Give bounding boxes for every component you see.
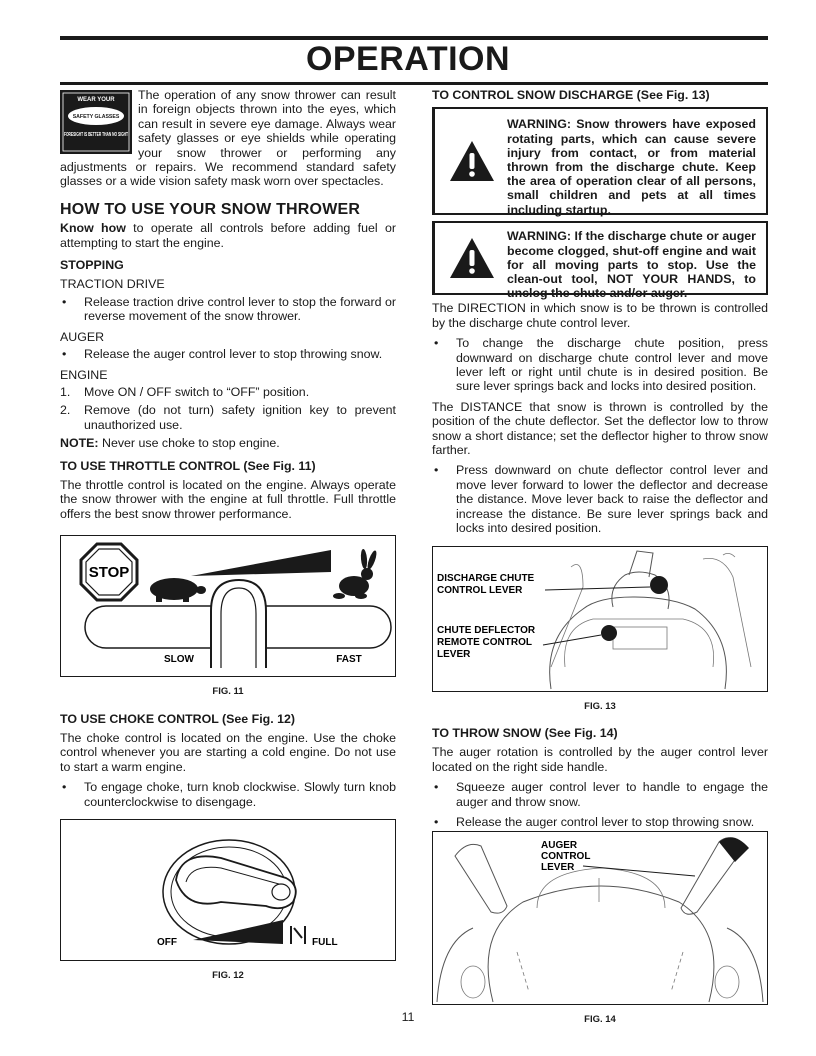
choke-bullet: • To engage choke, turn knob clockwise. Slowly turn knob counterclockwise to disengage. (60, 780, 396, 809)
know-how-text: to operate all controls before adding fuel or attempting to start the engine. (60, 221, 396, 250)
figure-14-caption: FIG. 14 (584, 1014, 616, 1026)
stopping-heading: STOPPING (60, 258, 124, 273)
choke-illustration (61, 820, 395, 960)
step-text: Remove (do not turn) safety ignition key to prevent unauthorized use. (84, 403, 396, 432)
distance-paragraph: The DISTANCE that snow is thrown is controlled by the position of the chute deflector. Set the deflector low to throw snow a short distance; set the deflector higher to throw snow farther. (432, 399, 768, 458)
right-column (432, 88, 768, 1040)
warning-box-1 (432, 107, 768, 215)
warning-triangle-icon (449, 140, 495, 182)
traction-bullet: • Release traction drive control lever to stop the forward or reverse movement of the snow thrower. (60, 295, 396, 324)
figure-12 (60, 819, 396, 961)
discharge-heading: TO CONTROL SNOW DISCHARGE (See Fig. 13) (432, 88, 710, 102)
auger-lever-label-2: CONTROL (541, 851, 591, 863)
discharge-lever-label-1: DISCHARGE CHUTE (437, 572, 535, 584)
choke-heading: TO USE CHOKE CONTROL (See Fig. 12) (60, 711, 295, 726)
throw-bullet: • Squeeze auger control lever to handle to engage the auger and throw snow. (432, 780, 768, 809)
off-label: OFF (157, 937, 177, 948)
auger-bullet: • Release the auger control lever to stop throwing snow. (60, 347, 396, 361)
auger-heading: AUGER (60, 329, 105, 344)
throttle-paragraph: The throttle control is located on the engine. Always operate the snow thrower with the engine at full throttle. Full throttle offers the best snow thrower performance. (60, 477, 396, 521)
direction-paragraph: The DIRECTION in which snow is to be thrown is controlled by the discharge chute control lever. (432, 301, 768, 330)
note-paragraph (60, 436, 396, 450)
figure-13-caption: FIG. 13 (584, 700, 616, 712)
discharge-lever-label-2: CONTROL LEVER (437, 584, 523, 596)
figure-12-caption: FIG. 12 (212, 970, 244, 981)
auger-lever-label-1: AUGER (541, 840, 578, 852)
badge-top-label: WEAR YOUR (77, 97, 115, 103)
throttle-wedge-icon (191, 550, 331, 576)
throw-heading: TO THROW SNOW (See Fig. 14) (432, 725, 618, 740)
auger-lever-label-3: LEVER (541, 862, 575, 874)
direction-bullet: • To change the discharge chute position, press downward on discharge chute control lever and move lever left or right until chute is in desired position. Be sure lever springs back and locks into desired position. (432, 336, 768, 394)
warning-triangle-icon (449, 237, 495, 279)
chute-illustration (433, 547, 767, 691)
throw-paragraph: The auger rotation is controlled by the auger control lever located on the right side handle. (432, 745, 768, 774)
intro-paragraph: The operation of any snow thrower can result in foreign objects thrown into the eyes, which can result in severe eye damage. Always wear safety glasses or eye shields while operating your snow thrower or performing any adjustments or repairs. We recommend standard safety glasses or a wide vision safety mask worn over spectacles. (60, 88, 396, 189)
page-number: 11 (401, 1010, 415, 1024)
throw-bullet: • Release the auger control lever to stop throwing snow. (432, 815, 768, 829)
page-title: OPERATION (305, 40, 511, 78)
know-how-paragraph (60, 221, 396, 250)
throttle-heading: TO USE THROTTLE CONTROL (See Fig. 11) (60, 458, 316, 473)
know-how-bold: Know how (60, 221, 126, 236)
badge-bottom-label: FORESIGHT IS BETTER THAN NO SIGHT (64, 132, 128, 138)
distance-bullet: • Press downward on chute deflector control lever and move lever forward to lower the deflector and decrease the distance. Move lever back to raise the deflector and increase the distance. Be sure lever springs back and locks into desired position. (432, 463, 768, 535)
rabbit-icon (333, 549, 378, 599)
warning-2-text: WARNING: If the discharge chute or auger become clogged, shut-off engine and wait for all moving parts to stop. Use the clean-out tool, NOT YOUR HANDS, to unclog the chute and/or auger. (507, 229, 756, 301)
choke-paragraph: The choke control is located on the engine. Use the choke control whenever you are starting a cold engine. Do not use to start a warm engine. (60, 730, 396, 774)
step-text: Move ON / OFF switch to “OFF” position. (84, 384, 310, 399)
how-to-heading: HOW TO USE YOUR SNOW THROWER (60, 200, 361, 218)
note-bold: NOTE: (60, 436, 99, 451)
warning-1-text: WARNING: Snow throwers have exposed rotating parts, which can cause severe injury from contact, or from material thrown from the discharge chute. Keep the area of operation clear of all persons, small children and pets at all times including startup. (507, 117, 756, 217)
choke-symbol-icon (291, 926, 305, 944)
warning-box-2 (432, 221, 768, 301)
fast-label: FAST (336, 654, 362, 666)
figure-11 (60, 535, 396, 677)
throttle-illustration (61, 536, 395, 676)
figure-13 (432, 546, 768, 692)
engine-step (60, 403, 396, 432)
title-underline (60, 82, 768, 85)
deflector-label-1: CHUTE DEFLECTOR (437, 624, 536, 636)
deflector-label-3: LEVER (437, 648, 471, 660)
throttle-lever-knob (211, 580, 266, 668)
step-number: 2. (60, 403, 71, 418)
deflector-lever-marker (601, 625, 617, 641)
deflector-label-2: REMOTE CONTROL (437, 636, 532, 648)
discharge-lever-marker (650, 576, 668, 594)
engine-step (60, 385, 396, 399)
figure-11-caption: FIG. 11 (212, 686, 244, 698)
left-column (60, 88, 396, 995)
traction-heading: TRACTION DRIVE (60, 277, 165, 292)
stop-label: STOP (88, 564, 130, 582)
badge-mid-label: SAFETY GLASSES (72, 114, 120, 120)
slow-label: SLOW (164, 654, 194, 666)
step-number: 1. (60, 384, 71, 399)
auger-illustration (433, 832, 767, 1004)
note-text: Never use choke to stop engine. (98, 436, 280, 451)
safety-glasses-badge (60, 90, 132, 154)
turtle-icon (150, 578, 206, 602)
figure-14 (432, 831, 768, 1005)
full-label: FULL (312, 937, 338, 948)
engine-heading: ENGINE (60, 367, 108, 382)
